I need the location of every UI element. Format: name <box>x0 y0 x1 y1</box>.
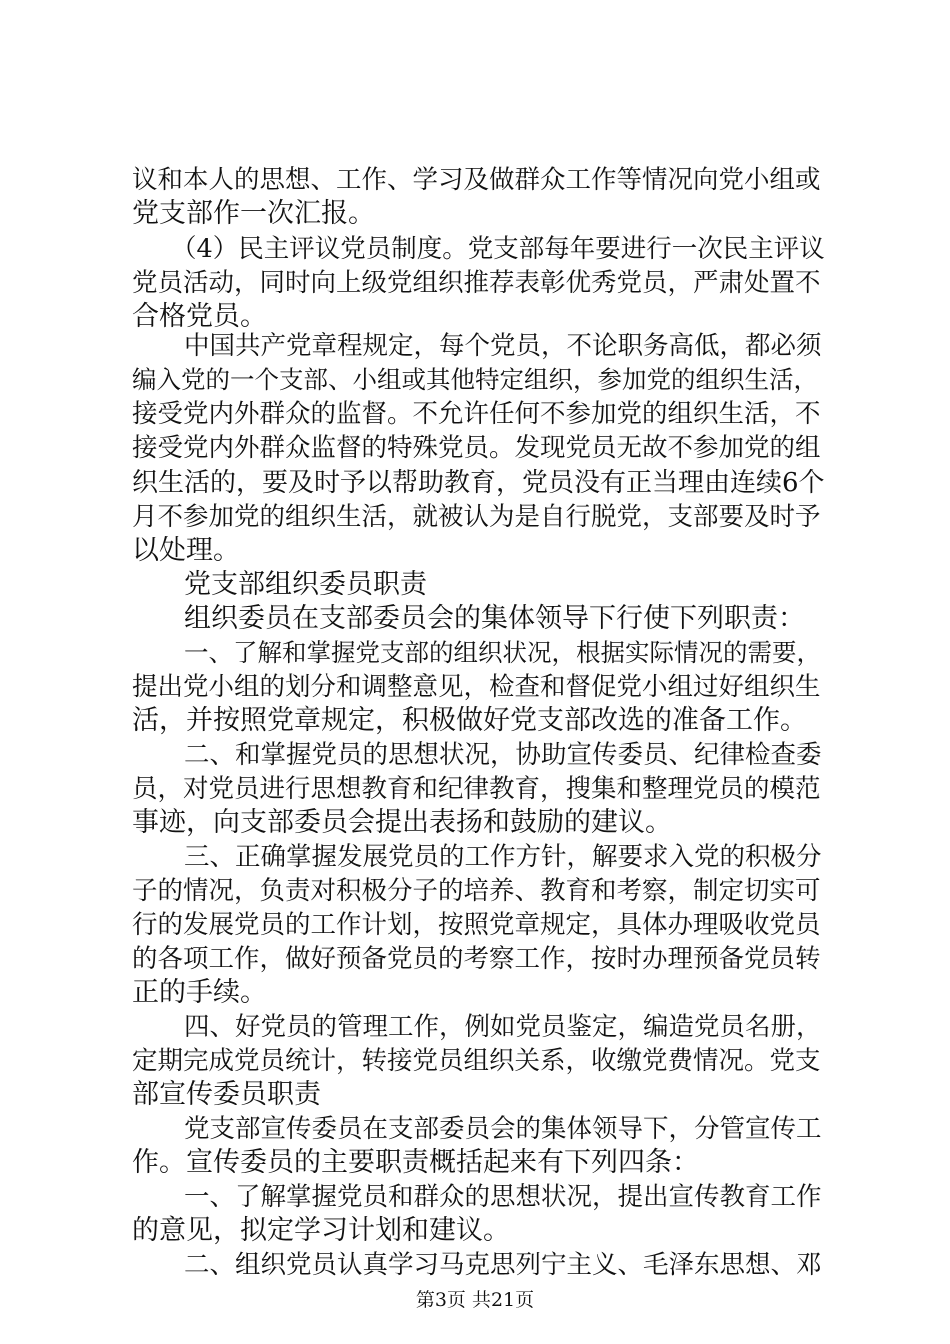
text-line: （4）民主评议党员制度。党支部每年要进行一次民主评议 <box>171 234 825 264</box>
text-line: 议和本人的思想、工作、学习及做群众工作等情况向党小组或 <box>132 165 821 195</box>
text-line: 定期完成党员统计，转接党员组织关系，收缴党费情况。党支 <box>132 1046 821 1076</box>
text-line: 四、好党员的管理工作，例如党员鉴定，编造党员名册， <box>184 1012 822 1042</box>
text-line: 事迹，向支部委员会提出表扬和鼓励的建议。 <box>132 807 672 838</box>
text-line: 提出党小组的划分和调整意见，检查和督促党小组过好组织生 <box>132 672 821 702</box>
text-line: 党支部组织委员职责 <box>184 569 427 600</box>
text-line: 组织委员在支部委员会的集体领导下行使下列职责： <box>184 603 805 634</box>
text-line: 正的手续。 <box>132 977 267 1008</box>
text-line: 中国共产党章程规定，每个党员，不论职务高低，都必须 <box>184 331 822 361</box>
text-line: 党支部宣传委员在支部委员会的集体领导下，分管宣传工 <box>184 1114 822 1144</box>
text-line: 月不参加党的组织生活，就被认为是自行脱党，支部要及时予 <box>132 502 821 532</box>
text-line: 部宣传委员职责 <box>132 1079 321 1110</box>
text-line: 员，对党员进行思想教育和纪律教育，搜集和整理党员的模范 <box>132 774 821 804</box>
text-line: 的各项工作，做好预备党员的考察工作，按时办理预备党员转 <box>132 944 821 974</box>
text-line: 织生活的，要及时予以帮助教育，党员没有正当理由连续6个 <box>132 468 825 498</box>
text-line: 合格党员。 <box>132 301 267 332</box>
text-line: 一、了解掌握党员和群众的思想状况，提出宣传教育工作 <box>184 1182 822 1212</box>
text-line: 活，并按照党章规定，积极做好党支部改选的准备工作。 <box>132 705 807 736</box>
text-line: 接受党内外群众的监督。不允许任何不参加党的组织生活，不 <box>132 399 821 429</box>
text-line: 二、和掌握党员的思想状况，协助宣传委员、纪律检查委 <box>184 740 822 770</box>
text-line: 三、正确掌握发展党员的工作方针，解要求入党的积极分 <box>184 842 822 872</box>
text-line: 行的发展党员的工作计划，按照党章规定，具体办理吸收党员 <box>132 910 821 940</box>
text-line: 作。宣传委员的主要职责概括起来有下列四条： <box>132 1147 699 1178</box>
text-line: 以处理。 <box>132 535 240 566</box>
text-line: 编入党的一个支部、小组或其他特定组织，参加党的组织生活， <box>132 365 818 394</box>
text-line: 子的情况，负责对积极分子的培养、教育和考察，制定切实可 <box>132 876 821 906</box>
page-number: 第3页 共21页 <box>415 1289 535 1311</box>
text-line: 党员活动，同时向上级党组织推荐表彰优秀党员，严肃处置不 <box>132 268 821 298</box>
text-line: 党支部作一次汇报。 <box>132 198 375 229</box>
text-line: 接受党内外群众监督的特殊党员。发现党员无故不参加党的组 <box>132 433 821 463</box>
text-line: 二、组织党员认真学习马克思列宁主义、毛泽东思想、邓 <box>184 1250 822 1280</box>
text-line: 的意见，拟定学习计划和建议。 <box>132 1215 510 1246</box>
text-line: 一、了解和掌握党支部的组织状况，根据实际情况的需要， <box>184 638 821 667</box>
